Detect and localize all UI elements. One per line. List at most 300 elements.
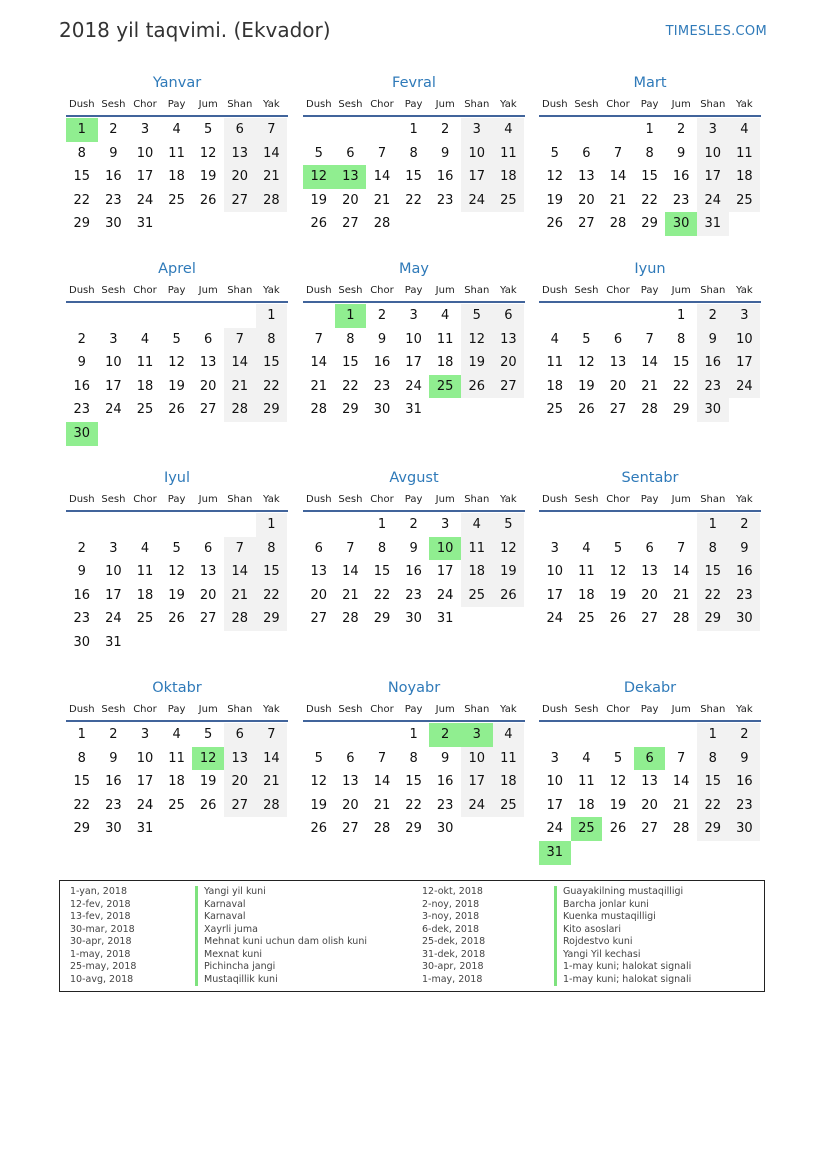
- day-cell: 6: [204, 331, 213, 347]
- day-cell: 4: [729, 118, 761, 142]
- day-cell: 2: [109, 122, 118, 137]
- weekday-header: [539, 95, 761, 117]
- day-cell: 11: [493, 142, 525, 166]
- day-cell: 2: [77, 331, 86, 347]
- legend-date: 6-dek, 2018: [422, 923, 480, 935]
- day-cell-holiday: 2: [429, 723, 461, 747]
- day-empty: [161, 513, 193, 537]
- day-cell: 18: [461, 560, 493, 584]
- legend-holiday-name: Yangi yil kuni: [195, 886, 367, 899]
- month-name: Mart: [633, 75, 667, 91]
- day-cell: 28: [609, 216, 627, 232]
- day-cell: 16: [105, 169, 122, 185]
- day-cell: 9: [441, 145, 450, 161]
- day-cell: 14: [609, 169, 627, 185]
- day-cell: 15: [697, 560, 729, 584]
- day-cell: 16: [672, 169, 690, 185]
- weekday-label: Chor: [370, 494, 394, 505]
- legend-date: 3-noy, 2018: [422, 911, 480, 922]
- month-yanvar: [66, 72, 288, 236]
- day-cell: 16: [373, 355, 391, 371]
- day-cell: 26: [609, 611, 627, 627]
- legend-names: [554, 886, 691, 986]
- day-cell: 29: [256, 607, 288, 631]
- day-cell: 8: [677, 331, 686, 347]
- legend-date: 10-avg, 2018: [70, 973, 134, 985]
- legend-holiday-name: Yangi Yil kechasi: [554, 949, 691, 962]
- day-cell: 7: [377, 145, 387, 161]
- day-cell: 5: [172, 331, 181, 347]
- day-cell: 5: [493, 513, 525, 537]
- day-empty: [192, 304, 224, 328]
- weekday-label: Shan: [464, 704, 490, 715]
- day-cell: 5: [204, 122, 213, 137]
- weekday-label: Chor: [133, 704, 157, 715]
- day-empty: [571, 723, 603, 747]
- day-cell: 29: [73, 821, 91, 837]
- day-cell: 26: [609, 821, 627, 837]
- day-cell: 23: [672, 192, 690, 208]
- legend-names: [195, 886, 367, 986]
- weekday-label: Dush: [542, 99, 568, 110]
- day-cell: 4: [550, 331, 559, 347]
- legend-date: 30-apr, 2018: [422, 961, 484, 972]
- day-cell: 31: [405, 402, 422, 418]
- day-cell: 13: [578, 169, 595, 185]
- day-cell-holiday: 12: [192, 747, 224, 771]
- day-grid: [539, 304, 761, 422]
- day-cell: 1: [697, 513, 729, 537]
- day-cell: 17: [461, 165, 493, 189]
- page-title: 2018 yil taqvimi. (Ekvador): [59, 18, 331, 42]
- month-may: [303, 258, 525, 422]
- day-cell: 6: [204, 540, 213, 556]
- weekday-label: Shan: [227, 285, 253, 296]
- day-cell: 30: [436, 821, 454, 837]
- day-cell: 14: [224, 560, 256, 584]
- day-cell: 13: [641, 774, 658, 790]
- day-empty: [634, 304, 666, 328]
- day-cell-holiday: 1: [66, 118, 98, 142]
- day-cell: 21: [609, 192, 627, 208]
- weekday-label: Dush: [542, 704, 568, 715]
- day-empty: [571, 513, 603, 537]
- day-empty: [161, 304, 193, 328]
- legend-holiday-name: Pichincha jangi: [195, 961, 367, 974]
- weekday-label: Chor: [133, 285, 157, 296]
- month-fevral: [303, 72, 525, 236]
- weekday-label: Sesh: [574, 99, 599, 110]
- day-cell: 13: [310, 564, 328, 580]
- day-cell: 15: [405, 774, 422, 790]
- day-cell: 27: [609, 402, 627, 418]
- day-empty: [335, 118, 367, 142]
- day-cell: 10: [405, 331, 422, 347]
- day-cell: 28: [224, 607, 256, 631]
- weekday-label: Dush: [69, 704, 95, 715]
- day-cell: 19: [578, 378, 595, 394]
- legend-date: 1-may, 2018: [70, 948, 131, 960]
- legend-holiday-name: Karnaval: [195, 899, 367, 912]
- legend-date: 1-yan, 2018: [70, 886, 127, 897]
- legend-dates: [70, 886, 136, 986]
- day-cell: 4: [172, 727, 181, 742]
- day-cell: 5: [461, 304, 493, 328]
- month-name: Iyun: [634, 261, 666, 277]
- day-cell: 26: [493, 584, 525, 608]
- day-cell: 13: [641, 564, 658, 580]
- day-cell: 19: [168, 587, 185, 603]
- day-cell: 23: [73, 402, 91, 418]
- day-cell: 11: [493, 747, 525, 771]
- day-cell-holiday: 6: [634, 747, 666, 771]
- day-cell: 8: [377, 540, 387, 556]
- day-cell: 31: [105, 634, 122, 650]
- day-cell: 24: [436, 587, 454, 603]
- day-cell-holiday: 1: [335, 304, 367, 328]
- day-cell: 12: [310, 774, 328, 790]
- day-cell: 17: [105, 378, 122, 394]
- month-name: Aprel: [158, 261, 196, 277]
- weekday-label: Dush: [306, 704, 332, 715]
- day-cell: 19: [461, 351, 493, 375]
- day-cell: 29: [73, 216, 91, 232]
- day-cell: 16: [73, 378, 91, 394]
- day-cell: 25: [136, 402, 154, 418]
- day-cell-holiday: 10: [429, 537, 461, 561]
- weekday-label: Dush: [542, 285, 568, 296]
- weekday-label: Pay: [404, 99, 423, 110]
- day-cell: 10: [546, 564, 564, 580]
- day-empty: [602, 513, 634, 537]
- weekday-label: Jum: [435, 704, 455, 715]
- day-cell: 15: [641, 169, 658, 185]
- day-cell: 6: [346, 145, 355, 161]
- day-cell: 16: [436, 774, 454, 790]
- day-empty: [224, 513, 256, 537]
- day-cell: 19: [168, 378, 185, 394]
- day-cell: 26: [199, 192, 217, 208]
- day-cell: 31: [136, 821, 154, 837]
- day-cell: 25: [578, 611, 595, 627]
- weekday-label: Sesh: [101, 494, 126, 505]
- day-cell: 1: [256, 304, 288, 328]
- day-cell: 16: [105, 774, 122, 790]
- day-cell: 15: [73, 169, 91, 185]
- day-empty: [303, 723, 335, 747]
- month-avgust: [303, 467, 525, 631]
- day-cell: 15: [256, 560, 288, 584]
- weekday-label: Chor: [370, 285, 394, 296]
- day-cell: 9: [109, 750, 118, 766]
- day-cell: 3: [409, 308, 418, 323]
- weekday-label: Yak: [500, 285, 517, 296]
- weekday-label: Chor: [133, 99, 157, 110]
- day-cell: 11: [546, 355, 564, 371]
- day-cell: 17: [105, 587, 122, 603]
- legend-holiday-name: Xayrli juma: [195, 924, 367, 937]
- day-cell: 15: [672, 355, 690, 371]
- day-cell: 18: [168, 774, 185, 790]
- day-cell: 13: [342, 774, 359, 790]
- legend-holiday-name: 1-may kuni; halokat signali: [554, 961, 691, 974]
- day-cell: 16: [729, 560, 761, 584]
- day-cell: 27: [578, 216, 595, 232]
- weekday-header: [539, 700, 761, 722]
- weekday-header: [303, 700, 525, 722]
- day-cell: 9: [77, 355, 86, 371]
- day-cell: 6: [582, 145, 591, 161]
- weekday-label: Pay: [404, 704, 423, 715]
- day-cell: 1: [677, 308, 686, 323]
- day-cell: 16: [729, 770, 761, 794]
- day-empty: [539, 723, 571, 747]
- day-cell: 11: [461, 537, 493, 561]
- day-empty: [665, 513, 697, 537]
- day-cell: 21: [310, 378, 328, 394]
- day-cell: 3: [550, 540, 559, 556]
- day-cell: 4: [582, 750, 591, 766]
- day-empty: [602, 304, 634, 328]
- day-cell: 11: [168, 145, 185, 161]
- day-cell: 15: [256, 351, 288, 375]
- month-name: May: [399, 261, 429, 277]
- weekday-label: Jum: [435, 99, 455, 110]
- month-name: Iyul: [163, 470, 191, 486]
- day-cell: 14: [672, 774, 690, 790]
- day-cell: 1: [645, 122, 654, 137]
- day-cell: 23: [105, 192, 122, 208]
- day-empty: [224, 304, 256, 328]
- day-cell: 7: [224, 537, 256, 561]
- day-cell: 4: [493, 723, 525, 747]
- day-cell: 18: [168, 169, 185, 185]
- day-cell: 9: [377, 331, 387, 347]
- weekday-label: Chor: [133, 494, 157, 505]
- weekday-label: Shan: [700, 285, 726, 296]
- day-cell: 6: [224, 118, 256, 142]
- day-cell: 9: [77, 564, 86, 580]
- month-iyun: [539, 258, 761, 422]
- day-cell: 22: [256, 584, 288, 608]
- weekday-label: Yak: [736, 494, 753, 505]
- day-cell: 21: [224, 584, 256, 608]
- weekday-label: Yak: [500, 704, 517, 715]
- day-cell: 8: [409, 750, 418, 766]
- day-empty: [335, 513, 367, 537]
- weekday-label: Shan: [700, 99, 726, 110]
- day-cell: 5: [314, 145, 323, 161]
- legend-holiday-name: Barcha jonlar kuni: [554, 899, 691, 912]
- day-cell: 3: [140, 727, 150, 742]
- day-cell: 13: [199, 355, 217, 371]
- day-cell: 20: [342, 797, 359, 813]
- day-cell: 3: [461, 118, 493, 142]
- day-cell: 22: [405, 192, 422, 208]
- day-cell: 12: [461, 328, 493, 352]
- legend-date: 1-may, 2018: [422, 973, 483, 985]
- day-cell: 16: [73, 587, 91, 603]
- day-cell: 3: [697, 118, 729, 142]
- day-cell: 14: [641, 355, 658, 371]
- day-cell: 7: [256, 723, 288, 747]
- day-cell: 29: [405, 821, 422, 837]
- month-mart: [539, 72, 761, 236]
- day-cell: 1: [256, 513, 288, 537]
- day-empty: [66, 304, 98, 328]
- day-cell: 8: [645, 145, 654, 161]
- day-cell: 1: [77, 727, 86, 742]
- day-cell: 30: [729, 817, 761, 841]
- weekday-header: [66, 95, 288, 117]
- weekday-label: Sesh: [574, 285, 599, 296]
- day-cell: 17: [546, 797, 564, 813]
- holiday-legend: [59, 880, 765, 992]
- day-cell: 5: [314, 750, 323, 766]
- day-cell: 1: [697, 723, 729, 747]
- day-cell: 13: [493, 328, 525, 352]
- weekday-label: Shan: [464, 99, 490, 110]
- weekday-label: Sesh: [101, 704, 126, 715]
- day-cell: 26: [310, 821, 328, 837]
- day-cell: 5: [204, 727, 213, 742]
- day-cell: 22: [73, 192, 91, 208]
- day-grid: [539, 118, 761, 236]
- day-empty: [129, 304, 161, 328]
- day-cell: 27: [641, 611, 658, 627]
- day-cell: 26: [546, 216, 564, 232]
- day-cell: 3: [109, 331, 118, 347]
- weekday-label: Jum: [435, 494, 455, 505]
- day-cell: 27: [641, 821, 658, 837]
- day-cell: 11: [136, 564, 154, 580]
- day-cell: 25: [493, 794, 525, 818]
- day-cell: 20: [641, 587, 658, 603]
- day-cell: 11: [578, 564, 595, 580]
- legend-holiday-name: Mehnat kuni uchun dam olish kuni: [195, 936, 367, 949]
- day-cell: 30: [729, 607, 761, 631]
- day-cell: 4: [140, 331, 150, 347]
- weekday-label: Pay: [404, 494, 423, 505]
- weekday-label: Chor: [606, 285, 630, 296]
- day-empty: [66, 513, 98, 537]
- day-cell: 15: [373, 564, 391, 580]
- day-cell: 4: [461, 513, 493, 537]
- weekday-label: Jum: [671, 99, 691, 110]
- weekday-label: Pay: [640, 99, 659, 110]
- weekday-label: Jum: [671, 285, 691, 296]
- day-grid: [66, 118, 288, 236]
- day-cell: 7: [677, 750, 686, 766]
- day-empty: [98, 513, 130, 537]
- day-cell: 10: [461, 142, 493, 166]
- day-cell: 24: [105, 611, 122, 627]
- day-cell: 28: [256, 794, 288, 818]
- day-cell: 24: [729, 375, 761, 399]
- day-cell: 1: [377, 517, 387, 532]
- day-cell: 10: [697, 142, 729, 166]
- day-cell: 14: [672, 564, 690, 580]
- day-cell: 7: [346, 540, 355, 556]
- day-cell: 24: [546, 821, 564, 837]
- day-cell: 28: [310, 402, 328, 418]
- day-cell: 13: [609, 355, 627, 371]
- brand-link[interactable]: TIMESLES.COM: [665, 24, 767, 39]
- day-cell: 2: [677, 122, 686, 137]
- legend-date: 13-fev, 2018: [70, 911, 131, 922]
- day-cell: 10: [105, 564, 122, 580]
- day-cell: 11: [136, 355, 154, 371]
- day-cell: 13: [199, 564, 217, 580]
- day-cell: 29: [342, 402, 359, 418]
- weekday-label: Sesh: [574, 494, 599, 505]
- day-cell: 28: [672, 611, 690, 627]
- day-cell: 6: [645, 540, 654, 556]
- weekday-label: Dush: [69, 99, 95, 110]
- day-cell: 16: [405, 564, 422, 580]
- month-oktabr: [66, 677, 288, 841]
- day-cell: 21: [672, 587, 690, 603]
- day-cell: 28: [342, 611, 359, 627]
- day-cell: 16: [697, 351, 729, 375]
- day-cell: 10: [461, 747, 493, 771]
- day-grid: [303, 723, 525, 841]
- day-empty: [366, 118, 398, 142]
- legend-date: 2-noy, 2018: [422, 898, 480, 910]
- day-cell: 9: [409, 540, 418, 556]
- day-cell-holiday: 30: [665, 212, 697, 236]
- weekday-label: Yak: [263, 704, 280, 715]
- day-cell: 15: [697, 770, 729, 794]
- day-cell: 28: [373, 216, 391, 232]
- weekday-header: [303, 281, 525, 303]
- weekday-label: Pay: [404, 285, 423, 296]
- weekday-label: Shan: [227, 704, 253, 715]
- day-cell: 21: [224, 375, 256, 399]
- day-cell: 4: [172, 122, 181, 137]
- day-cell: 21: [672, 797, 690, 813]
- day-cell: 27: [199, 402, 217, 418]
- weekday-label: Chor: [606, 704, 630, 715]
- legend-holiday-name: Mexnat kuni: [195, 949, 367, 962]
- day-cell: 6: [346, 750, 355, 766]
- day-cell: 30: [105, 216, 122, 232]
- day-cell: 26: [199, 797, 217, 813]
- day-cell: 27: [224, 794, 256, 818]
- day-cell: 30: [73, 634, 91, 650]
- day-cell: 7: [314, 331, 323, 347]
- day-grid: [303, 118, 525, 236]
- weekday-label: Yak: [263, 285, 280, 296]
- weekday-header: [303, 95, 525, 117]
- weekday-label: Pay: [167, 704, 186, 715]
- day-cell: 25: [729, 189, 761, 213]
- day-cell: 23: [436, 797, 454, 813]
- day-cell: 14: [256, 142, 288, 166]
- weekday-label: Shan: [464, 285, 490, 296]
- weekday-label: Chor: [606, 494, 630, 505]
- weekday-label: Yak: [263, 99, 280, 110]
- day-cell: 20: [578, 192, 595, 208]
- day-cell: 23: [373, 378, 391, 394]
- day-cell: 19: [609, 797, 627, 813]
- day-cell: 27: [493, 375, 525, 399]
- day-cell: 21: [641, 378, 658, 394]
- weekday-label: Pay: [167, 285, 186, 296]
- month-name: Oktabr: [152, 680, 202, 696]
- day-cell: 8: [77, 750, 86, 766]
- weekday-header: [66, 700, 288, 722]
